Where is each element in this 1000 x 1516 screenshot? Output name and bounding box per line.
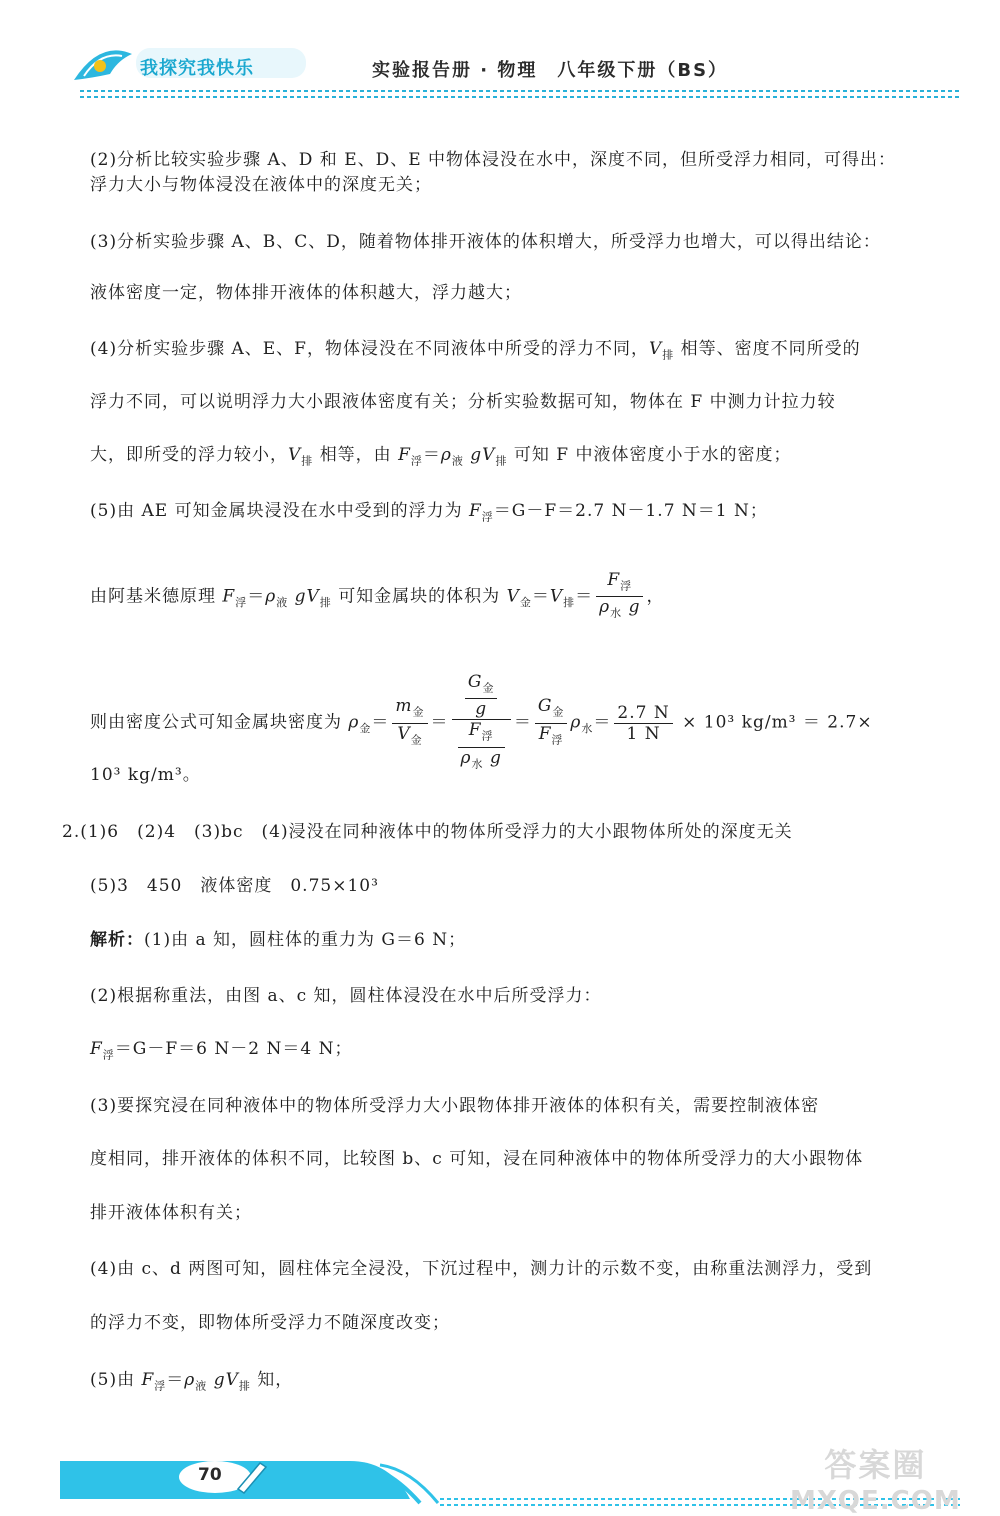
analysis-label: 解析： <box>90 930 144 950</box>
text-line: (4)由 c、d 两图可知，圆柱体完全浸没，下沉过程中，测力计的示数不变，由称重法测浮力，受到 <box>90 1259 873 1279</box>
watermark-text: 答案圈 <box>824 1446 927 1484</box>
text-segment: 可知金属块的体积为 <box>338 586 501 607</box>
text-segment: 则由密度公式可知金属块密度为 <box>90 712 342 733</box>
watermark <box>790 1440 961 1516</box>
fraction: $\frac{G_金}{F_浮}$ <box>535 696 568 750</box>
header-decor-rule <box>80 88 960 100</box>
page-header <box>70 40 960 100</box>
fraction-numerator: 2.7 N <box>614 703 672 724</box>
text-segment: 知， <box>257 1370 294 1390</box>
text-line: 大，即所受的浮力较小，$V_排$ 相等，由 $F_浮=\rho_液$ $gV_排$ 可知 F 中液体密度小于水的密度； <box>90 445 792 468</box>
text-line: 排开液体体积有关； <box>90 1203 252 1223</box>
text-segment: (4)分析实验步骤 A、E、F，物体浸没在不同液体中所受的浮力不同， <box>90 339 649 359</box>
text-segment: (5)由 AE 可知金属块浸没在水中受到的浮力为 <box>90 501 463 521</box>
text-line: 的浮力不变，即物体所受浮力不随深度改变； <box>90 1313 450 1333</box>
text-line: (3)要探究浸在同种液体中的物体所受浮力大小跟物体排开液体的体积有关，需要控制液体密 <box>90 1096 820 1116</box>
formula-line: 由阿基米德原理 $F_浮=\rho_液$ $gV_排$ 可知金属块的体积为 $V_金=V_排=$ $\frac{F_浮}{\rho_水 g}$ ， <box>90 570 664 624</box>
text-segment: 相等、密度不同所受的 <box>680 339 861 359</box>
text-line: (5)由 AE 可知金属块浸没在水中受到的浮力为 $F_浮=G-F=2.7$ N－1.7 N＝1 N； <box>90 501 768 524</box>
text-line: 浮力不同，可以说明浮力大小跟液体密度有关；分析实验数据可知，物体在 F 中测力计拉力较 <box>90 392 836 412</box>
formula-line: 则由密度公式可知金属块密度为 $\rho_金=$ $\frac{m_金}{V_金}$ ＝ $\frac{\frac{G_金}{g}}{\frac{F_浮}{\rho_水 g}}$ ＝ $\frac{G_金}{F_浮}$ $\rho_水=$ $\frac{2.7 N}{1 N}$ × 10³ kg/m³ ＝ 2.7× <box>90 672 873 774</box>
text-line: (2)根据称重法，由图 a、c 知，圆柱体浸没在水中后所受浮力： <box>90 986 602 1006</box>
answer-line: (5)3 450 液体密度 0.75×10³ <box>90 876 379 896</box>
fraction: $\frac{F_浮}{\rho_水 g}$ <box>596 570 643 624</box>
text-line: 浮力大小与物体浸没在液体中的深度无关； <box>90 175 432 195</box>
answer-line: 2.(1)6 (2)4 (3)bc (4)浸没在同种液体中的物体所受浮力的大小跟物体所处的深度无关 <box>62 822 793 842</box>
page-number: 70 <box>198 1465 222 1485</box>
logo-text: 我探究我快乐 <box>140 58 254 79</box>
text-segment: (1)由 a 知，圆柱体的重力为 G＝6 N； <box>144 930 467 950</box>
text-line: 度相同，排开液体的体积不同，比较图 b、c 可知，浸在同种液体中的物体所受浮力的大小跟物体 <box>90 1149 864 1169</box>
compound-fraction: $\frac{\frac{G_金}{g}}{\frac{F_浮}{\rho_水 g}}$ <box>452 672 511 774</box>
text-segment: G－F＝2.7 N－1.7 N＝1 N； <box>511 501 768 521</box>
text-line: (2)分析比较实验步骤 A、D 和 E、D、E 中物体浸没在水中，深度不同，但所受浮力相同，可得出： <box>90 150 897 170</box>
text-segment: 由阿基米德原理 <box>90 586 216 607</box>
text-segment: 可知 F 中液体密度小于水的密度； <box>513 445 792 465</box>
text-line: (3)分析实验步骤 A、B、C、D，随着物体排开液体的体积增大，所受浮力也增大，可以得出结论： <box>90 232 881 252</box>
text-line: 10³ kg/m³。 <box>90 765 201 785</box>
formula-line: $F_浮=G-F=6$ N－2 N＝4 N； <box>90 1039 353 1062</box>
text-segment: (5)由 <box>90 1370 136 1390</box>
text-segment: × 10³ kg/m³ ＝ 2.7× <box>682 712 873 733</box>
watermark-url: MXQE.COM <box>790 1486 961 1516</box>
fraction <box>614 703 672 744</box>
text-segment: 大，即所受的浮力较小， <box>90 445 288 465</box>
text-segment: 相等，由 <box>319 445 392 465</box>
fraction-denominator: 1 N <box>626 723 661 744</box>
formula-line: (5)由 $F_浮=\rho_液$ $gV_排$ 知， <box>90 1370 294 1393</box>
book-title: 实验报告册 · 物理 八年级下册（BS） <box>372 60 729 81</box>
analysis-line <box>90 928 466 952</box>
text-line: (4)分析实验步骤 A、E、F，物体浸没在不同液体中所受的浮力不同，$V_排$ 相等、密度不同所受的 <box>90 339 861 362</box>
fraction: $\frac{m_金}{V_金}$ <box>392 696 427 750</box>
text-segment: ＝G－F＝6 N－2 N＝4 N； <box>114 1039 353 1059</box>
text-line: 液体密度一定，物体排开液体的体积越大，浮力越大； <box>90 283 522 303</box>
